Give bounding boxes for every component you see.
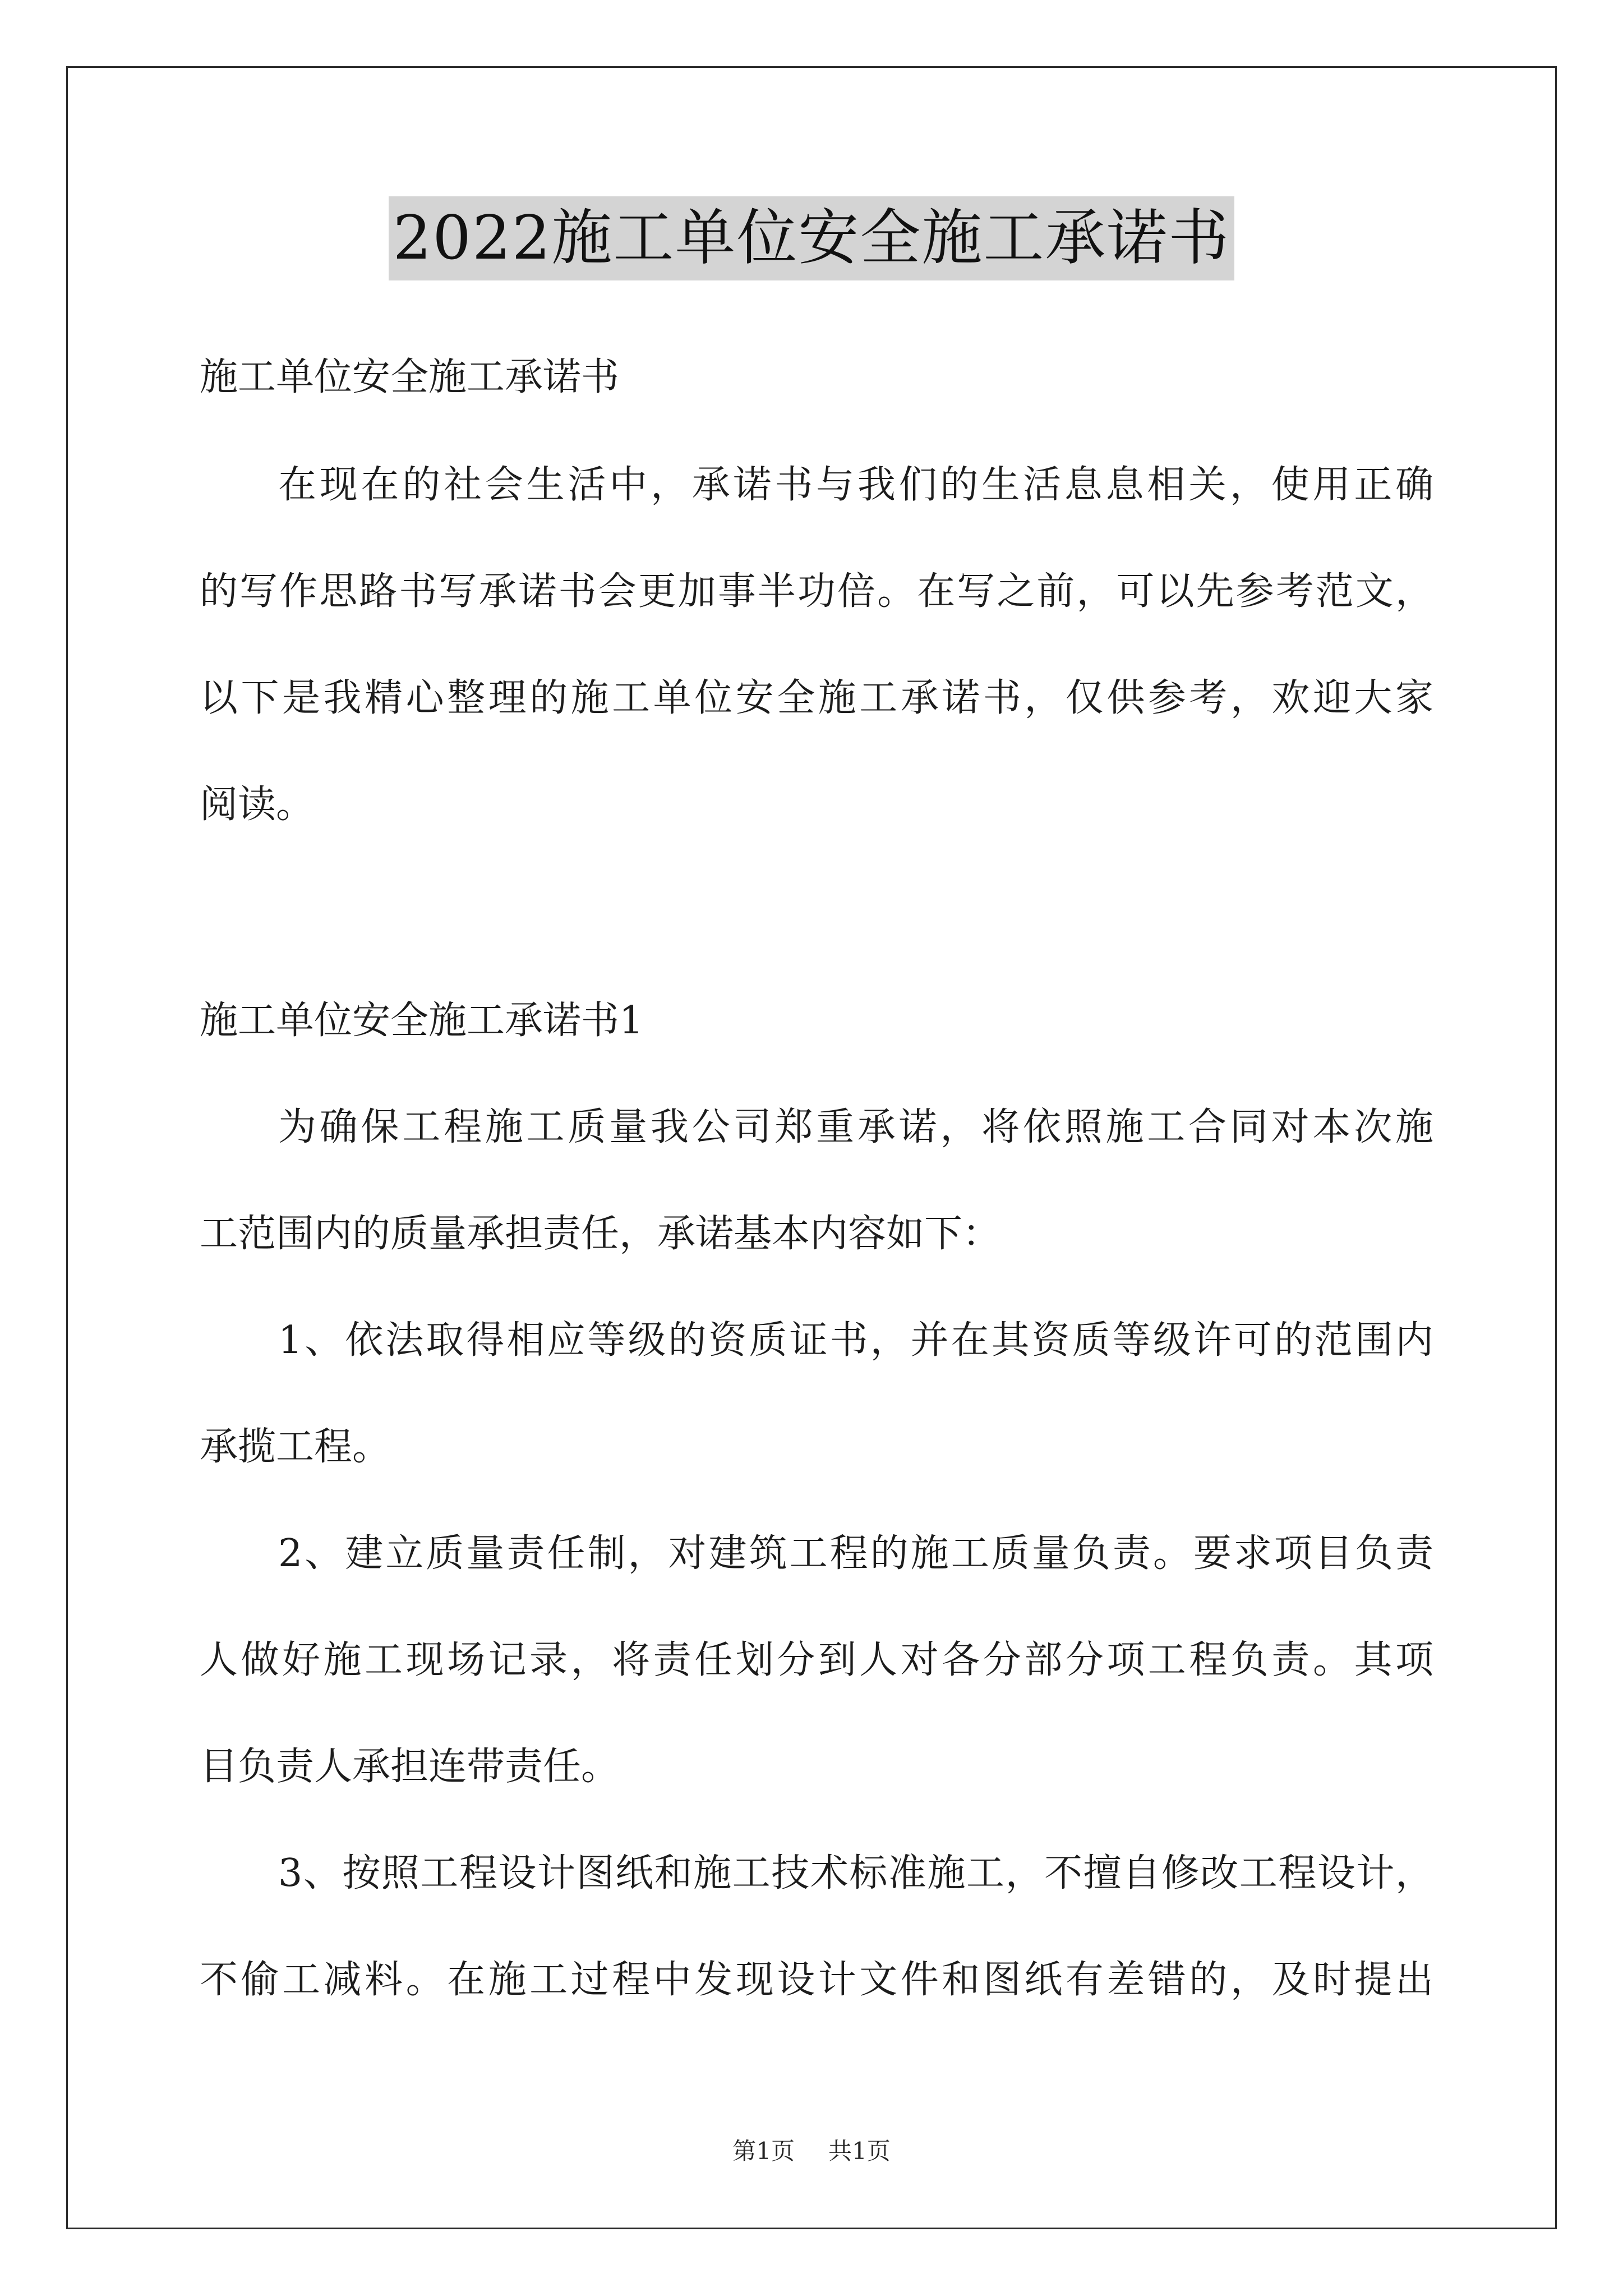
document-title: 2022施工单位安全施工承诺书 [389,196,1235,280]
paragraph-line: 以下是我精心整理的施工单位安全施工承诺书，仅供参考，欢迎大家 [200,676,1433,720]
list-item-line: 人做好施工现场记录，将责任划分到人对各分部分项工程负责。其项 [200,1638,1433,1682]
paragraph-line: 的写作思路书写承诺书会更加事半功倍。在写之前，可以先参考范文， [200,569,1433,614]
paragraph-line: 为确保工程施工质量我公司郑重承诺，将依照施工合同对本次施 [278,1105,1433,1149]
section-heading: 施工单位安全施工承诺书1 [200,999,644,1043]
list-item-line: 1、依法取得相应等级的资质证书，并在其资质等级许可的范围内 [278,1318,1433,1363]
list-item-line: 3、按照工程设计图纸和施工技术标准施工，不擅自修改工程设计， [278,1851,1433,1895]
list-item-line: 2、建立质量责任制，对建筑工程的施工质量负责。要求项目负责 [278,1531,1433,1576]
page-total: 共1页 [828,2137,891,2165]
paragraph-line: 在现在的社会生活中，承诺书与我们的生活息息相关，使用正确 [278,463,1433,507]
section-heading: 施工单位安全施工承诺书 [200,355,620,399]
title-container [0,196,1623,280]
paragraph-line: 工范围内的质量承担责任，承诺基本内容如下： [200,1212,1001,1256]
list-item-line: 目负责人承担连带责任。 [200,1745,620,1789]
page-number: 第1页 [732,2137,795,2165]
paragraph-line: 阅读。 [200,783,315,827]
page-footer [0,2134,1623,2168]
list-item-line: 不偷工减料。在施工过程中发现设计文件和图纸有差错的，及时提出 [200,1958,1433,2002]
list-item-line: 承揽工程。 [200,1425,391,1469]
